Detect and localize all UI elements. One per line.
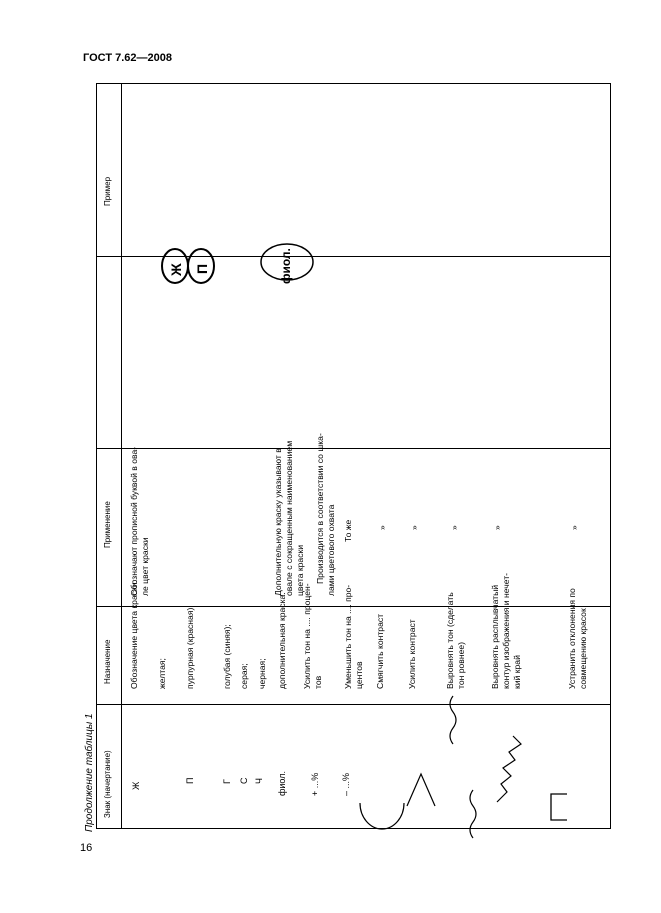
example-yellow: Ж [168, 263, 184, 276]
usage-scale-line2: лами цветового охвата [326, 504, 336, 596]
name-decrease-line2: центов [354, 661, 364, 689]
name-even-line2: тон ровнее) [456, 641, 466, 689]
name-black: черная; [257, 658, 267, 689]
example-violet: фиол. [279, 248, 293, 284]
name-blur-line1: Выровнять расплывчатый [490, 584, 500, 689]
sign-violet: фиол. [277, 771, 287, 796]
name-yellow: желтая; [157, 658, 167, 689]
sign-minus-percent: – ...% [341, 772, 351, 796]
name-register-line2: совмещению красок [578, 608, 588, 689]
example-magenta: П [194, 263, 210, 274]
sign-s: С [239, 777, 249, 784]
page-number: 16 [80, 842, 93, 854]
usage-ditto: » [377, 525, 387, 530]
usage-color-line1: Обозначают прописной буквой в ова- [129, 446, 139, 596]
name-blur-line2: контур изображения и нечет- [501, 573, 511, 689]
name-extra: дополнительная краска. [277, 592, 287, 689]
sign-ch: Ч [254, 778, 264, 784]
usage-extra-line1: Дополнительную краску указывают в [273, 448, 283, 596]
name-enhance: Усилить контраст [407, 619, 417, 689]
name-increase-line1: Усилить тон на .... процен- [302, 583, 312, 689]
standard-header: ГОСТ 7.62—2008 [83, 52, 172, 64]
name-blur-line3: кий край [512, 655, 522, 689]
name-even-line1: Выровнять тон (сделать [445, 592, 455, 689]
name-increase-line2: тов [313, 675, 323, 689]
header-name: Назначение [103, 639, 112, 684]
header-sign: Знак (начертание) [103, 750, 112, 818]
name-intro: Обозначение цвета краски: [129, 580, 139, 689]
symbols-table [96, 83, 611, 829]
header-usage: Применение [103, 501, 112, 548]
usage-extra-line3: цвета краски [295, 544, 305, 596]
usage-color-line2: ле цвет краски [140, 537, 150, 596]
usage-ditto: » [569, 525, 579, 530]
examples-drawing [97, 84, 612, 830]
name-grey: серая; [239, 663, 249, 689]
header-example: Пример [103, 176, 112, 206]
usage-ditto: » [492, 525, 502, 530]
usage-same: То же [343, 519, 353, 542]
table-continuation-caption: Продолжение таблицы 1 [84, 713, 95, 832]
usage-ditto: » [409, 525, 419, 530]
name-soften: Смягчить контраст [375, 613, 385, 689]
sign-g: Г [222, 779, 232, 784]
usage-ditto: » [449, 525, 459, 530]
name-register-line1: Устранить отклонения по [567, 588, 577, 689]
name-cyan: голубая (синяя); [222, 624, 232, 689]
sign-zh: Ж [131, 781, 141, 790]
sign-p: П [185, 777, 195, 784]
name-decrease-line1: Уменьшить тон на .... про- [343, 584, 353, 689]
name-magenta: пурпурная (красная); [185, 605, 195, 689]
usage-extra-line2: овале с сокращенным наименованием [284, 440, 294, 596]
usage-scale-line1: Производится в соответствии со шка- [315, 433, 325, 584]
sign-plus-percent: + ...% [310, 772, 320, 796]
